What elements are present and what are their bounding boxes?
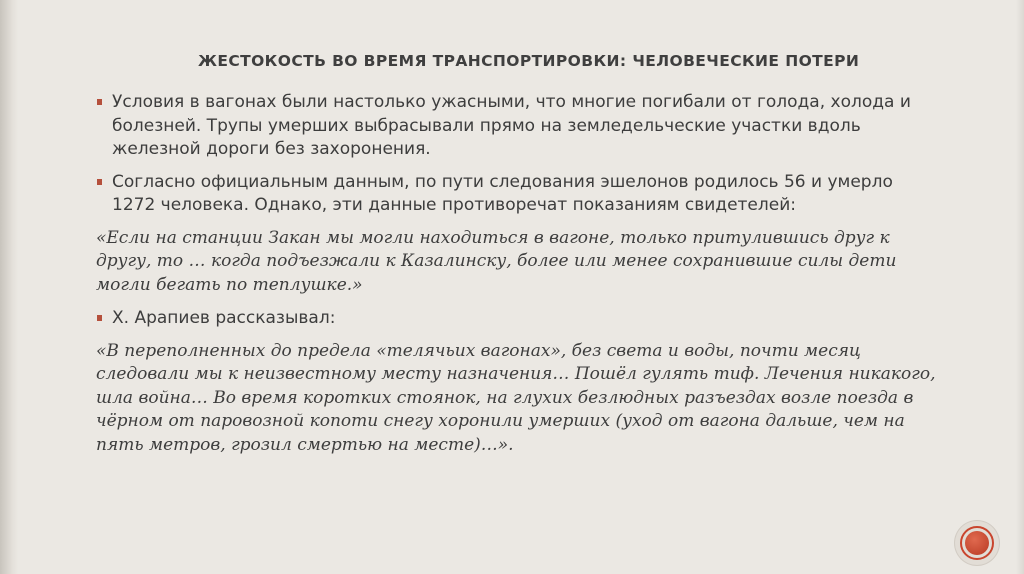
bullet-text: Х. Арапиев рассказывал: bbox=[112, 308, 336, 328]
slide-left-edge bbox=[0, 0, 18, 574]
square-bullet-icon bbox=[97, 179, 102, 185]
bullet-text: Условия в вагонах были настолько ужасными, что многие погибали от голода, холода и болезней. Трупы умерших выбрасывали прямо на земледельческие участки вдоль железной дороги без захоронения. bbox=[112, 92, 911, 159]
slide-content bbox=[96, 91, 936, 467]
bullet-item bbox=[96, 171, 936, 218]
circle-nav-button-icon[interactable] bbox=[955, 521, 999, 565]
nav-core bbox=[965, 531, 989, 555]
square-bullet-icon bbox=[97, 99, 102, 105]
quote-text: «Если на станции Закан мы могли находиться в вагоне, только притулившись друг к другу, то … когда подъезжали к Казалинску, более или менее сохранившие силы дети могли бегать по теплушке.» bbox=[96, 227, 897, 295]
quote-text: «В переполненных до предела «телячьих вагонах», без света и воды, почти месяц следовали мы к неизвестному месту назначения… Пошёл гулять тиф. Лечения никакого, шла война… Во время коротких стоянок, на глухих безлюдных разъездах возле поезда в чёрном от паровозной копоти снегу хоронили умерших (уход от вагона дальше, чем на пять метров, грозил смертью на месте)…». bbox=[96, 340, 936, 455]
square-bullet-icon bbox=[97, 315, 102, 321]
slide-title: ЖЕСТОКОСТЬ ВО ВРЕМЯ ТРАНСПОРТИРОВКИ: ЧЕЛОВЕЧЕСКИЕ ПОТЕРИ bbox=[198, 52, 860, 70]
bullet-item bbox=[96, 91, 936, 162]
bullet-text: Согласно официальным данным, по пути следования эшелонов родилось 56 и умерло 1272 человека. Однако, эти данные противоречат показаниям свидетелей: bbox=[112, 171, 893, 215]
slide-right-edge bbox=[1016, 0, 1024, 574]
bullet-item bbox=[96, 307, 936, 331]
